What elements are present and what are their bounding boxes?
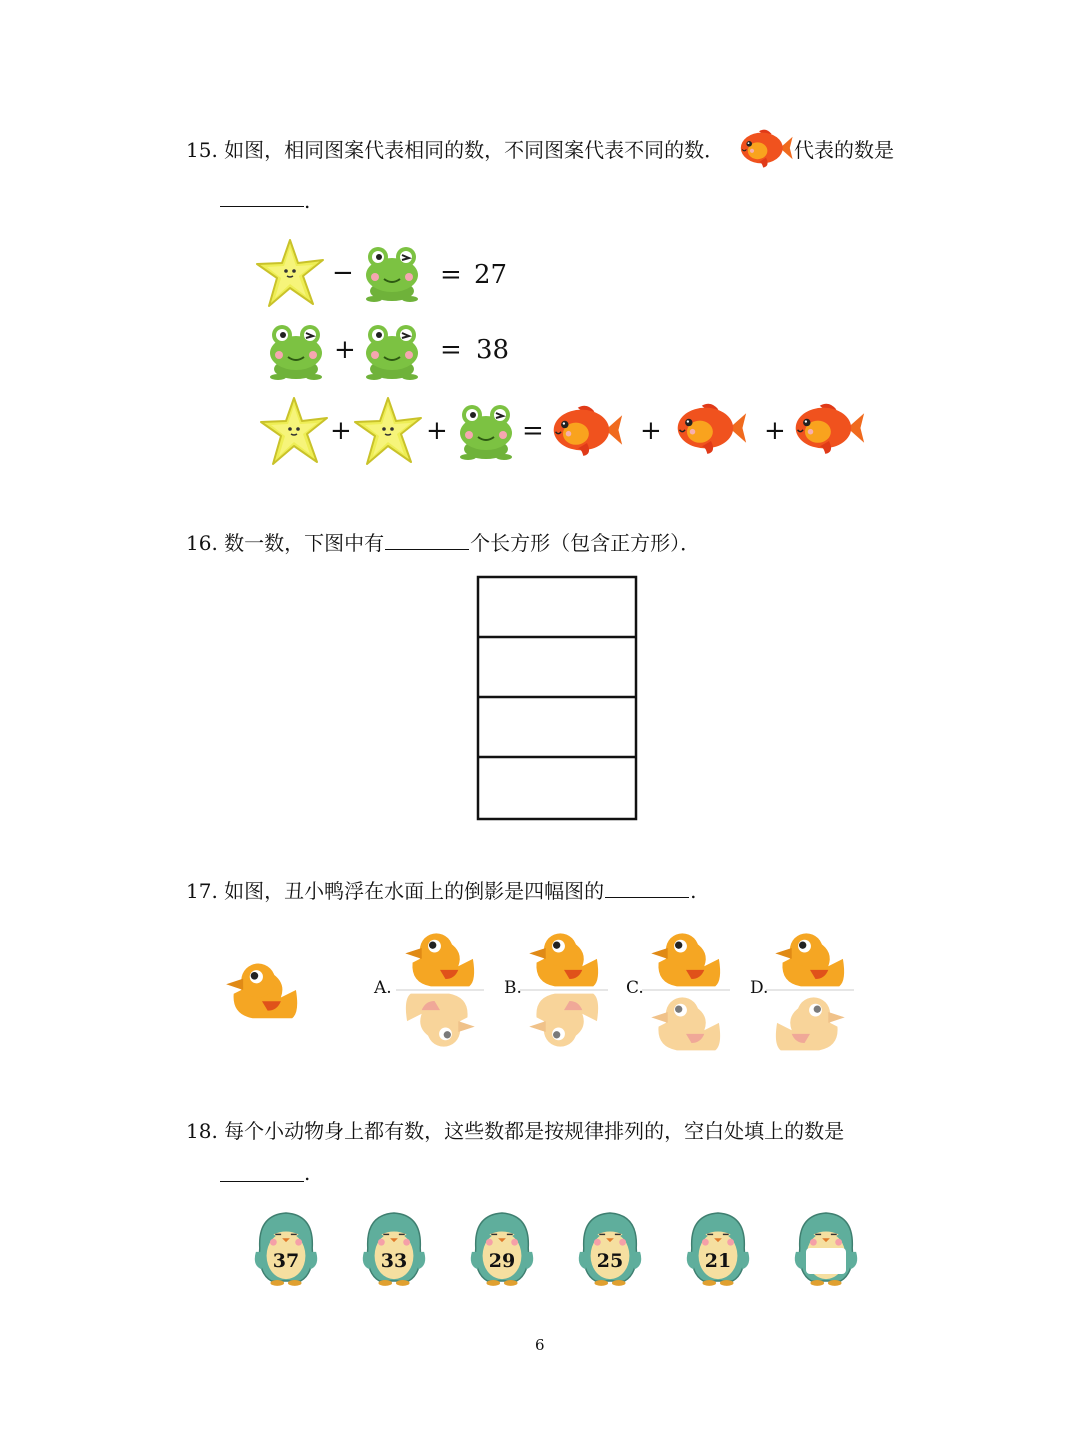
q18-line1 — [186, 1118, 844, 1144]
q18-penguin-number: 29 — [488, 1250, 516, 1272]
q15-eq1-op: − — [332, 258, 354, 288]
starfish-icon — [254, 238, 326, 308]
frog-icon — [266, 320, 326, 382]
frog-icon — [456, 400, 516, 462]
goldfish-icon — [550, 402, 624, 458]
frog-icon — [362, 320, 422, 382]
q17-number: 17. — [186, 879, 218, 903]
penguin-icon — [684, 1206, 752, 1290]
q18-period: . — [304, 1161, 311, 1185]
q16-line — [186, 530, 700, 556]
q16-answer-blank[interactable] — [385, 531, 469, 550]
penguin-icon — [252, 1206, 320, 1290]
q17-option-c[interactable] — [642, 926, 730, 1056]
q18-penguin-blank[interactable] — [806, 1248, 846, 1274]
q18-penguin-number: 25 — [596, 1250, 624, 1272]
q17-answer-blank[interactable] — [605, 879, 689, 898]
q18-penguin-number: 37 — [272, 1250, 300, 1272]
starfish-icon — [258, 396, 330, 466]
penguin-icon — [576, 1206, 644, 1290]
q16-number: 16. — [186, 531, 218, 555]
penguin-icon — [360, 1206, 428, 1290]
page-number: 6 — [535, 1336, 545, 1354]
q17-option-b-label[interactable]: B. — [504, 978, 522, 998]
q15-eq1-result: 27 — [474, 260, 508, 290]
q15-number: 15. — [186, 138, 218, 162]
q15-eq3-plus-4: + — [764, 416, 786, 446]
q17-option-d[interactable] — [766, 926, 854, 1056]
q17-option-a[interactable] — [396, 926, 484, 1056]
q15-eq1-equals: = — [440, 260, 462, 290]
q18-text-before: 每个小动物身上都有数，这些数都是按规律排列的，空白处填上的数是 — [224, 1119, 845, 1143]
q18-penguin-number: 21 — [704, 1250, 732, 1272]
q17-option-d-label[interactable]: D. — [750, 978, 769, 998]
frog-icon — [362, 242, 422, 304]
penguin-icon — [792, 1206, 860, 1290]
goldfish-icon — [792, 400, 866, 456]
q15-eq3-plus-1: + — [330, 416, 352, 446]
q15-eq3-equals: = — [522, 416, 544, 446]
q15-text-before: 如图，相同图案代表相同的数，不同图案代表不同的数． — [224, 138, 725, 162]
q18-penguin-number: 33 — [380, 1250, 408, 1272]
q15-line1 — [186, 137, 724, 163]
q18-number: 18. — [186, 1119, 218, 1143]
q17-option-a-label[interactable]: A. — [374, 978, 392, 998]
penguin-icon — [468, 1206, 536, 1290]
q17-line — [186, 878, 697, 904]
starfish-icon — [352, 396, 424, 466]
q15-eq2-op: + — [334, 335, 356, 365]
goldfish-icon — [738, 126, 794, 170]
q15-text-after: 代表的数是 — [794, 138, 894, 162]
q15-eq3-plus-2: + — [426, 416, 448, 446]
q15-eq2-equals: = — [440, 335, 462, 365]
q17-option-b[interactable] — [520, 926, 608, 1056]
q15-eq3-plus-3: + — [640, 416, 662, 446]
q16-text-after: 个长方形（包含正方形）． — [470, 531, 701, 555]
q16-text-before: 数一数，下图中有 — [224, 531, 385, 555]
q17-text-before: 如图，丑小鸭浮在水面上的倒影是四幅图的 — [224, 879, 605, 903]
q15-period: . — [304, 189, 311, 213]
q17-option-c-label[interactable]: C. — [626, 978, 644, 998]
q17-period: . — [690, 879, 697, 903]
q15-eq2-result: 38 — [476, 335, 510, 365]
q16-rectangle-figure — [476, 575, 638, 821]
goldfish-icon — [674, 400, 748, 456]
q15-answer-blank[interactable] — [220, 206, 304, 207]
q18-answer-blank[interactable] — [220, 1181, 304, 1182]
duck-icon — [222, 956, 302, 1022]
